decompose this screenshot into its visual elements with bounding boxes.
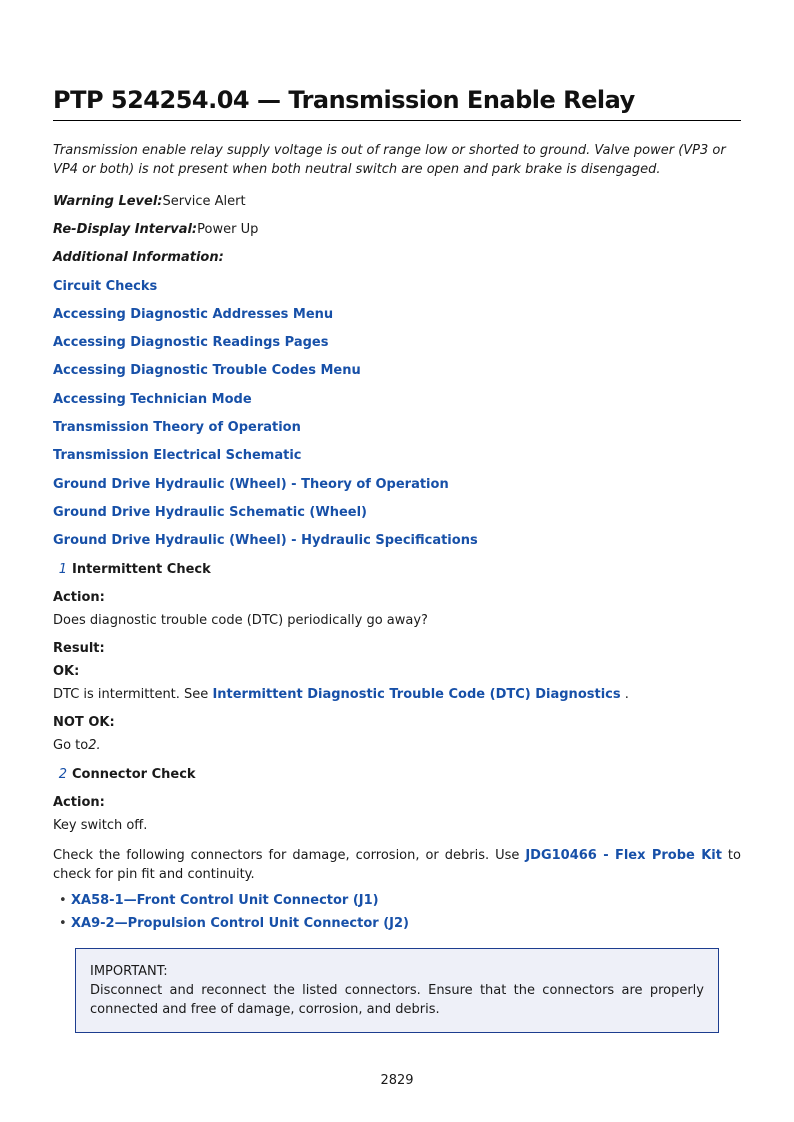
step-1-ok-text: [53, 687, 629, 702]
important-heading: IMPORTANT:: [90, 964, 168, 979]
link-intermittent-dtc-diagnostics[interactable]: Intermittent Diagnostic Trouble Code (DTC) Diagnostics: [212, 687, 621, 702]
bullet-icon: •: [59, 916, 67, 931]
step-1-ok-label: OK:: [53, 664, 80, 679]
bullet-icon: •: [59, 893, 67, 908]
link-transmission-theory[interactable]: Transmission Theory of Operation: [53, 420, 301, 435]
link-connector-xa9-2[interactable]: XA9-2—Propulsion Control Unit Connector (J2): [71, 916, 409, 931]
link-ground-drive-schematic[interactable]: Ground Drive Hydraulic Schematic (Wheel): [53, 505, 367, 520]
step-1-result-label: Result:: [53, 641, 105, 656]
step-2-title: Connector Check: [72, 767, 196, 782]
document-page: [53, 0, 741, 1122]
connector-list-item: [59, 893, 379, 908]
additional-info-label: Additional Information:: [53, 250, 224, 265]
page-title: PTP 524254.04 — Transmission Enable Relay: [53, 86, 741, 121]
step-1-notok-prefix: Go to: [53, 738, 89, 753]
step-2-check-suffix: to check for pin fit and continuity.: [53, 848, 741, 882]
step-1-action-label: Action:: [53, 590, 105, 605]
step-1-notok-label: NOT OK:: [53, 715, 115, 730]
step-1-action-text: Does diagnostic trouble code (DTC) periodically go away?: [53, 613, 428, 628]
redisplay-interval-value: Power Up: [197, 222, 259, 237]
step-1-heading: [53, 562, 211, 577]
step-2-action-text: Key switch off.: [53, 818, 148, 833]
step-2-action-label: Action:: [53, 795, 105, 810]
step-1-title: Intermittent Check: [72, 562, 211, 577]
link-transmission-schematic[interactable]: Transmission Electrical Schematic: [53, 448, 302, 463]
warning-level: [53, 194, 246, 209]
step-2-number: 2: [58, 767, 67, 782]
link-diagnostic-readings-pages[interactable]: Accessing Diagnostic Readings Pages: [53, 335, 329, 350]
step-1-number: 1: [58, 562, 67, 577]
step-2-check-paragraph: [53, 846, 741, 884]
link-circuit-checks[interactable]: Circuit Checks: [53, 279, 158, 294]
link-diagnostic-addresses-menu[interactable]: Accessing Diagnostic Addresses Menu: [53, 307, 334, 322]
link-ground-drive-theory[interactable]: Ground Drive Hydraulic (Wheel) - Theory of Operation: [53, 477, 449, 492]
step-1-ok-prefix: DTC is intermittent. See: [53, 687, 213, 702]
page-number: 2829: [380, 1073, 414, 1088]
step-1-notok-text: [53, 738, 101, 753]
warning-level-label: Warning Level:: [53, 194, 163, 209]
fault-description: Transmission enable relay supply voltage is out of range low or shorted to ground. Valve power (VP3 or VP4 or both) is not present when both neutral switch are open and park brake is disengaged.: [53, 143, 726, 177]
step-2-check-prefix: Check the following connectors for damage, corrosion, or debris. Use: [53, 848, 526, 863]
step-1-ok-suffix: .: [620, 687, 629, 702]
link-ground-drive-specifications[interactable]: Ground Drive Hydraulic (Wheel) - Hydraulic Specifications: [53, 533, 478, 548]
redisplay-interval-label: Re-Display Interval:: [53, 222, 198, 237]
step-1-notok-ref: 2.: [88, 738, 101, 753]
connector-list-item: [59, 916, 409, 931]
step-2-heading: [53, 767, 196, 782]
link-flex-probe-kit[interactable]: JDG10466 - Flex Probe Kit: [525, 848, 722, 863]
redisplay-interval: [53, 222, 258, 237]
link-technician-mode[interactable]: Accessing Technician Mode: [53, 392, 252, 407]
warning-level-value: Service Alert: [162, 194, 246, 209]
important-text: Disconnect and reconnect the listed connectors. Ensure that the connectors are properly connected and free of damage, corrosion, and debris.: [90, 983, 704, 1017]
link-diagnostic-trouble-codes-menu[interactable]: Accessing Diagnostic Trouble Codes Menu: [53, 363, 361, 378]
important-note-box: [75, 948, 719, 1033]
link-connector-xa58-1[interactable]: XA58-1—Front Control Unit Connector (J1): [71, 893, 379, 908]
